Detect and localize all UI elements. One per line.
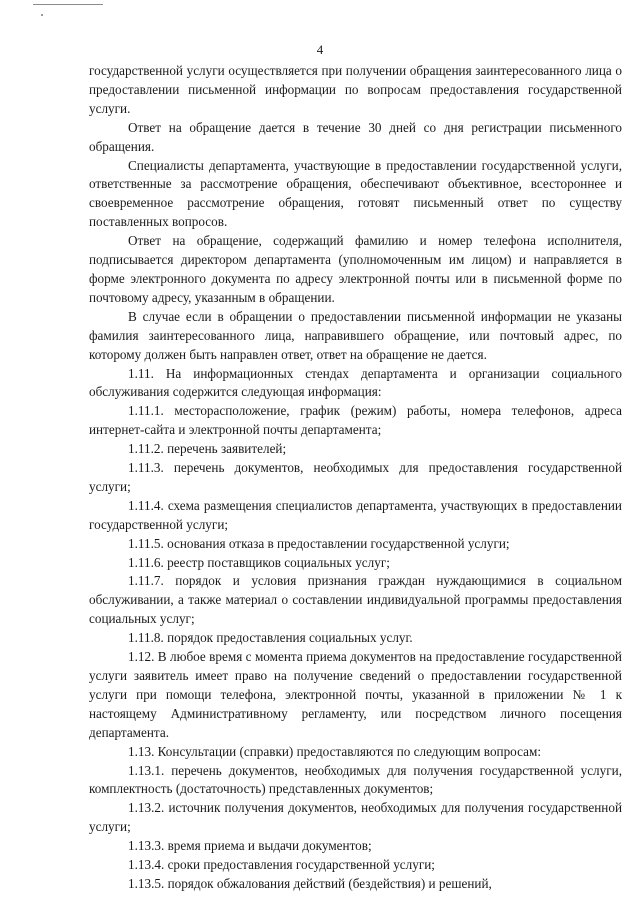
scan-dot — [41, 14, 43, 16]
clause-1-11-7: 1.11.7. порядок и условия признания граждан нуждающимися в социальном обслуживании, а также материал о составлении индивидуальной программы предоставления социальных услуг; — [89, 573, 622, 627]
clause-1-11-2: 1.11.2. перечень заявителей; — [128, 441, 287, 457]
clause-1-11-6: 1.11.6. реестр поставщиков социальных услуг; — [128, 554, 390, 570]
paragraph-continuation: государственной услуги осуществляется при получении обращения заинтересованного лица о предоставлении письменной информации по вопросам предоставления государственной услуги. — [89, 63, 622, 116]
clause-1-13-1: 1.13.1. перечень документов, необходимых для получения государственной услуги, комплектность (достаточность) представленных документов; — [89, 762, 622, 797]
paragraph-no-response: В случае если в обращении о предоставлении письменной информации не указаны фамилия заинтересованного лица, направившего обращение, или почтовый адрес, по которому должен быть направлен ответ, ответ на обращение не дается. — [89, 308, 622, 362]
scan-corner-mark — [33, 4, 103, 5]
clause-1-11-5: 1.11.5. основания отказа в предоставлении государственной услуги; — [128, 535, 510, 551]
document-body — [89, 62, 622, 894]
clause-1-13-4: 1.13.4. сроки предоставления государственной услуги; — [128, 857, 435, 873]
clause-1-11-8: 1.11.8. порядок предоставления социальных услуг. — [128, 630, 413, 646]
clause-1-13-5: 1.13.5. порядок обжалования действий (бездействия) и решений, — [128, 875, 492, 891]
clause-1-11-3: 1.11.3. перечень документов, необходимых для предоставления государственной услуги; — [89, 460, 622, 494]
paragraph-specialists: Специалисты департамента, участвующие в предоставлении государственной услуги, ответственные за рассмотрение обращения, обеспечивают объективное, всестороннее и своевременное рассмотрение обращения, готовят письменный ответ по существу поставленных вопросов. — [89, 157, 622, 230]
paragraph-response-term: Ответ на обращение дается в течение 30 дней со дня регистрации письменного обращения. — [89, 119, 622, 154]
clause-1-11: 1.11. На информационных стендах департамента и организации социального обслуживания содержится следующая информация: — [89, 365, 622, 400]
clause-1-12: 1.12. В любое время с момента приема документов на предоставление государственной услуги заявитель имеет право на получение сведений о предоставлении государственной услуги при помощи телефона, электронной почты, указанной в приложении № 1 к настоящему Административному регламенту, или посредством личного посещения департамента. — [89, 649, 622, 740]
clause-1-13-3: 1.13.3. время приема и выдачи документов; — [128, 838, 372, 854]
page-number: 4 — [316, 42, 324, 57]
clause-1-11-1: 1.11.1. месторасположение, график (режим) работы, номера телефонов, адреса интернет-сайта и электронной почты департамента; — [89, 403, 622, 438]
paragraph-response-signing: Ответ на обращение, содержащий фамилию и номер телефона исполнителя, подписывается директором департамента (уполномоченным им лицом) и направляется в форме электронного документа по адресу электронной почты или в письменной форме по почтовому адресу, указанным в обращении. — [89, 233, 622, 305]
clause-1-13: 1.13. Консультации (справки) предоставляются по следующим вопросам: — [128, 743, 541, 759]
clause-1-11-4: 1.11.4. схема размещения специалистов департамента, участвующих в предоставлении государственной услуги; — [89, 497, 622, 532]
clause-1-13-2: 1.13.2. источник получения документов, необходимых для получения государственной услуги; — [89, 800, 622, 835]
